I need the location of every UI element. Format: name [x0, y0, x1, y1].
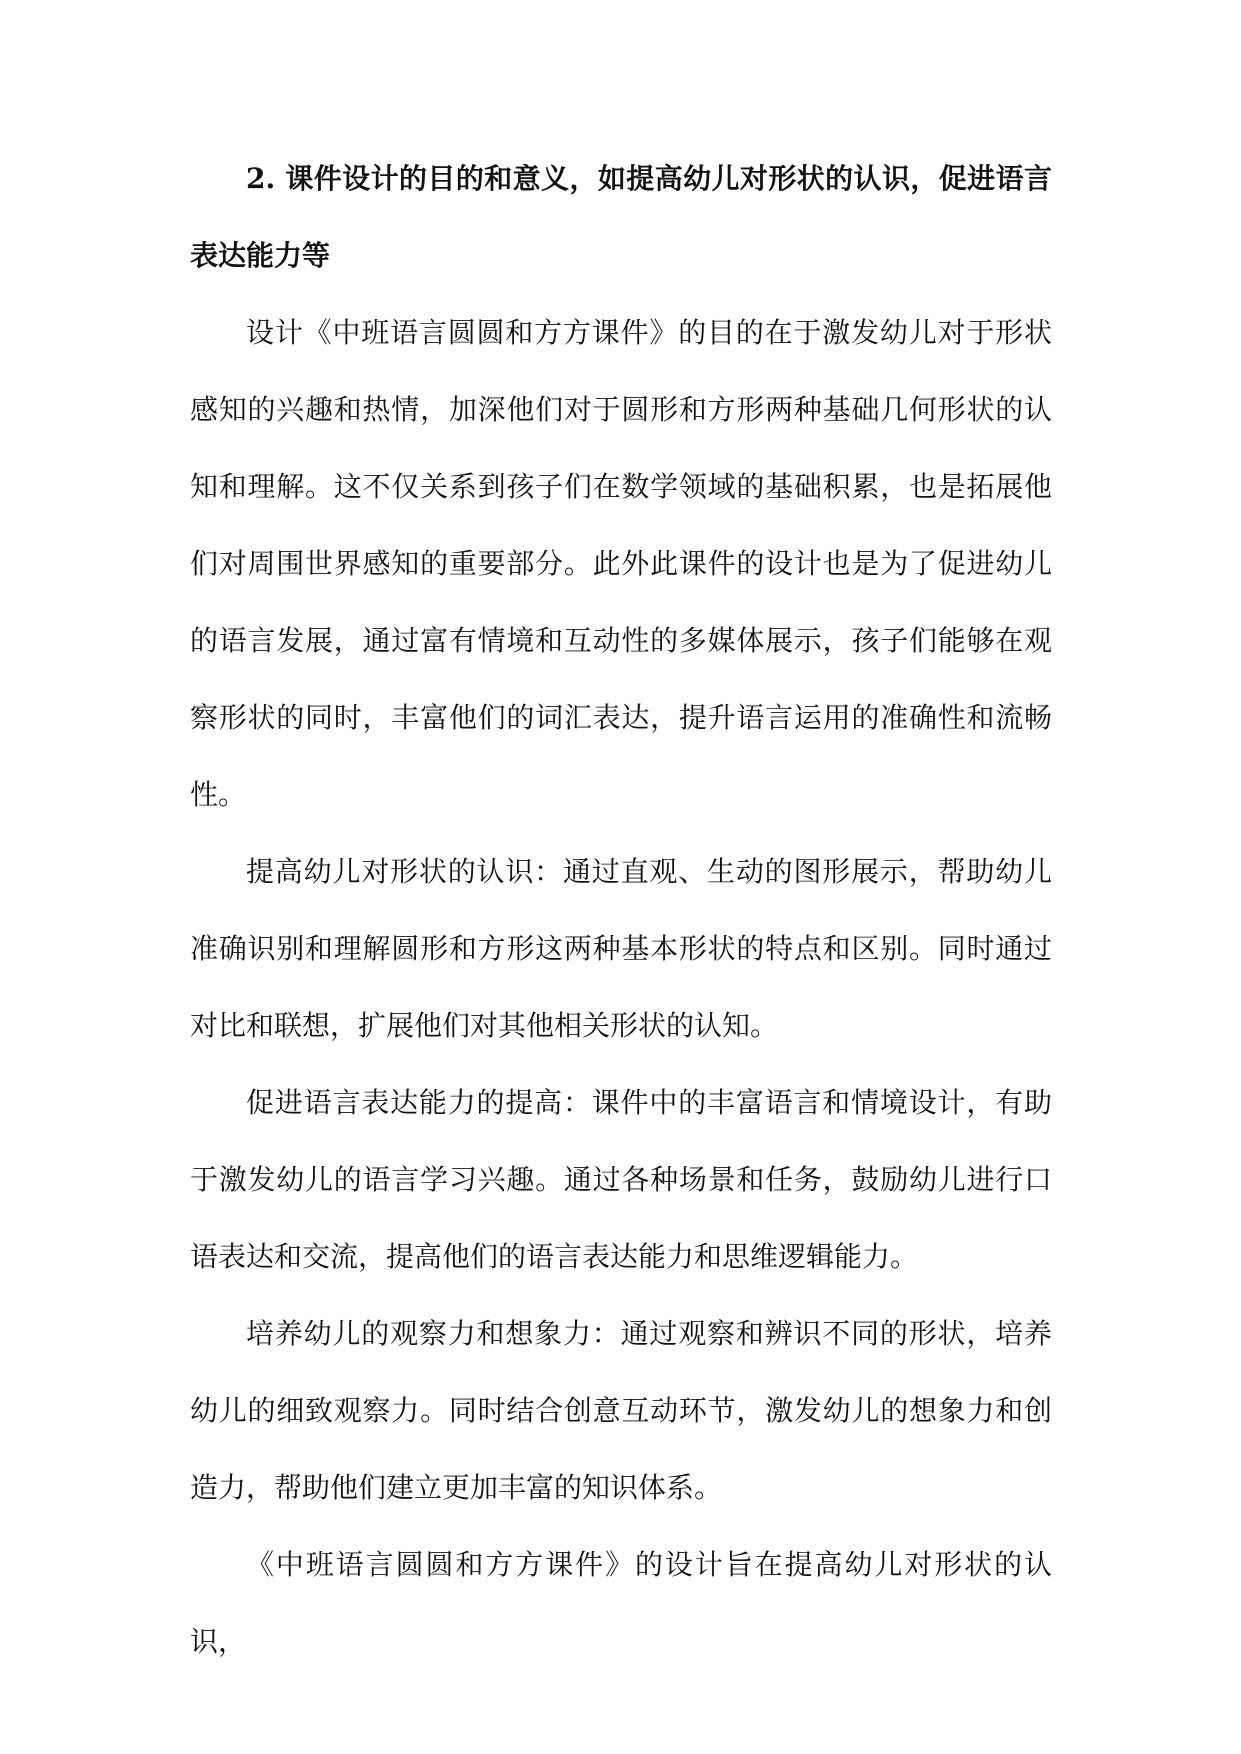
document-body [190, 140, 1052, 1680]
paragraph-purpose: 设计《中班语言圆圆和方方课件》的目的在于激发幼儿对于形状感知的兴趣和热情，加深他们对于圆形和方形两种基础几何形状的认知和理解。这不仅关系到孩子们在数学领域的基础积累，也是拓展他们对周围世界感知的重要部分。此外此课件的设计也是为了促进幼儿的语言发展，通过富有情境和互动性的多媒体展示，孩子们能够在观察形状的同时，丰富他们的词汇表达，提升语言运用的准确性和流畅性。 [190, 316, 1052, 811]
paragraph-observation-imagination: 培养幼儿的观察力和想象力：通过观察和辨识不同的形状，培养幼儿的细致观察力。同时结合创意互动环节，激发幼儿的想象力和创造力，帮助他们建立更加丰富的知识体系。 [190, 1317, 1052, 1504]
paragraph-summary: 《中班语言圆圆和方方课件》的设计旨在提高幼儿对形状的认识， [190, 1548, 1052, 1658]
paragraph-shape-recognition: 提高幼儿对形状的认识：通过直观、生动的图形展示，帮助幼儿准确识别和理解圆形和方形这两种基本形状的特点和区别。同时通过对比和联想，扩展他们对其他相关形状的认知。 [190, 855, 1052, 1042]
paragraph-language-expression: 促进语言表达能力的提高：课件中的丰富语言和情境设计，有助于激发幼儿的语言学习兴趣。通过各种场景和任务，鼓励幼儿进行口语表达和交流，提高他们的语言表达能力和思维逻辑能力。 [190, 1086, 1052, 1273]
section-heading: 2. 课件设计的目的和意义，如提高幼儿对形状的认识，促进语言表达能力等 [190, 162, 1052, 272]
